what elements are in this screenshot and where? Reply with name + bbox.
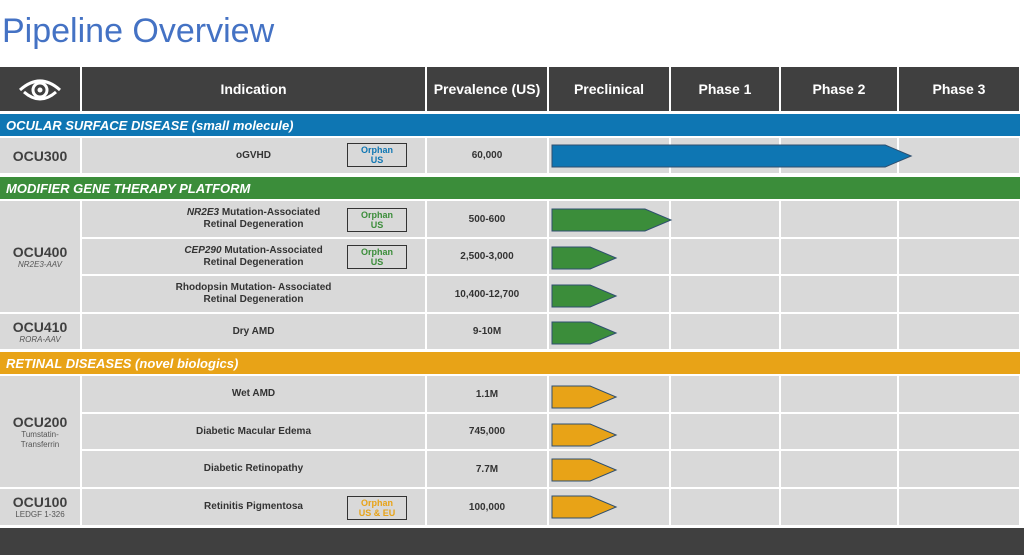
phase-cell bbox=[899, 239, 1021, 276]
indication-label: Wet AMD bbox=[231, 388, 276, 399]
phase-cell bbox=[549, 239, 671, 276]
phase-cell bbox=[899, 451, 1021, 489]
product-subtitle: RORA-AAV bbox=[19, 334, 61, 344]
phase-cell bbox=[671, 489, 781, 527]
phase-cell bbox=[549, 201, 671, 239]
section-retinal: RETINAL DISEASES (novel biologics) bbox=[0, 352, 1020, 374]
prevalence-nr2e3: 500-600 bbox=[427, 201, 549, 239]
indication-dryamd bbox=[82, 314, 427, 351]
prevalence-dr: 7.7M bbox=[427, 451, 549, 489]
phase-cell bbox=[549, 276, 671, 314]
badge-line: Orphan bbox=[360, 210, 393, 220]
header-phase-3: Phase 3 bbox=[899, 67, 1021, 111]
header-prevalence: Prevalence (US) bbox=[427, 67, 549, 111]
product-subtitle: Tumstatin- bbox=[21, 429, 59, 439]
indication-label: Retinal Degeneration bbox=[203, 219, 304, 230]
logo-cell bbox=[0, 67, 82, 111]
phase-cell bbox=[549, 489, 671, 527]
phase-cell bbox=[671, 376, 781, 414]
phase-cell bbox=[781, 376, 899, 414]
phase-cell bbox=[549, 138, 671, 175]
product-name: OCU300 bbox=[12, 147, 68, 164]
orphan-badge bbox=[347, 496, 407, 520]
phase-cell bbox=[781, 314, 899, 351]
badge-line: Orphan bbox=[360, 498, 393, 508]
badge-line: US & EU bbox=[358, 508, 396, 518]
indication-label: Mutation-Associated bbox=[221, 244, 323, 256]
badge-line: Orphan bbox=[360, 247, 393, 257]
phase-cell bbox=[549, 376, 671, 414]
page-title: Pipeline Overview bbox=[2, 12, 275, 50]
phase-cell bbox=[899, 314, 1021, 351]
phase-cell bbox=[781, 201, 899, 239]
indication-label: Retinal Degeneration bbox=[203, 256, 304, 268]
phase-cell bbox=[549, 414, 671, 451]
phase-cell bbox=[899, 138, 1021, 175]
indication-wetamd bbox=[82, 376, 427, 414]
header-phase-2: Phase 2 bbox=[781, 67, 899, 111]
product-ocu200 bbox=[0, 376, 82, 489]
indication-dme bbox=[82, 414, 427, 451]
indication-label: Retinal Degeneration bbox=[203, 294, 304, 305]
product-ocu410 bbox=[0, 314, 82, 351]
product-ocu400 bbox=[0, 201, 82, 314]
product-subtitle: NR2E3-AAV bbox=[17, 259, 63, 269]
phase-cell bbox=[671, 314, 781, 351]
phase-cell bbox=[899, 489, 1021, 527]
indication-rhodopsin bbox=[82, 276, 427, 314]
indication-label: Retinitis Pigmentosa bbox=[204, 501, 303, 512]
orphan-badge bbox=[347, 245, 407, 269]
eye-icon bbox=[16, 72, 64, 106]
indication-label: Rhodopsin Mutation- Associated bbox=[175, 282, 332, 293]
indication-label: Dry AMD bbox=[232, 325, 275, 337]
indication-label: Mutation-Associated bbox=[219, 207, 321, 218]
product-name: OCU410 bbox=[12, 318, 68, 335]
phase-cell bbox=[549, 451, 671, 489]
phase-cell bbox=[671, 239, 781, 276]
indication-label: Diabetic Macular Edema bbox=[195, 425, 312, 437]
phase-cell bbox=[671, 138, 781, 175]
product-ocu300 bbox=[0, 138, 82, 175]
gene-name: NR2E3 bbox=[186, 207, 220, 218]
badge-line: Orphan bbox=[360, 145, 393, 155]
phase-cell bbox=[671, 451, 781, 489]
phase-cell bbox=[899, 414, 1021, 451]
badge-line: US bbox=[370, 220, 384, 230]
indication-label: Diabetic Retinopathy bbox=[203, 463, 304, 474]
orphan-badge bbox=[347, 208, 407, 232]
phase-cell bbox=[899, 276, 1021, 314]
phase-cell bbox=[671, 414, 781, 451]
prevalence-rp: 100,000 bbox=[427, 489, 549, 527]
section-ocular: OCULAR SURFACE DISEASE (small molecule) bbox=[0, 114, 1020, 136]
indication-label: oGVHD bbox=[236, 149, 271, 161]
phase-cell bbox=[899, 376, 1021, 414]
phase-cell bbox=[781, 276, 899, 314]
indication-dr bbox=[82, 451, 427, 489]
product-ocu100 bbox=[0, 489, 82, 527]
product-subtitle: LEDGF 1-326 bbox=[15, 510, 65, 519]
phase-cell bbox=[781, 138, 899, 175]
header-preclinical: Preclinical bbox=[549, 67, 671, 111]
gene-name: CEP290 bbox=[184, 244, 222, 256]
section-modifier: MODIFIER GENE THERAPY PLATFORM bbox=[0, 177, 1020, 199]
product-name: OCU100 bbox=[12, 494, 68, 510]
phase-cell bbox=[781, 451, 899, 489]
header-phase-1: Phase 1 bbox=[671, 67, 781, 111]
product-subtitle: Transferrin bbox=[20, 439, 60, 449]
product-name: OCU400 bbox=[12, 243, 68, 260]
prevalence-cep290: 2,500-3,000 bbox=[427, 239, 549, 276]
footer-bar bbox=[0, 528, 1024, 555]
badge-line: US bbox=[370, 155, 384, 165]
phase-cell bbox=[671, 201, 781, 239]
prevalence-dme: 745,000 bbox=[427, 414, 549, 451]
badge-line: US bbox=[370, 257, 384, 267]
product-name: OCU200 bbox=[12, 413, 68, 430]
phase-cell bbox=[899, 201, 1021, 239]
phase-cell bbox=[671, 276, 781, 314]
header-indication: Indication bbox=[82, 67, 427, 111]
prevalence-wetamd: 1.1M bbox=[427, 376, 549, 414]
prevalence-rhodopsin: 10,400-12,700 bbox=[427, 276, 549, 314]
phase-cell bbox=[781, 414, 899, 451]
prevalence-dryamd: 9-10M bbox=[427, 314, 549, 351]
phase-cell bbox=[781, 239, 899, 276]
orphan-badge bbox=[347, 143, 407, 167]
phase-cell bbox=[781, 489, 899, 527]
prevalence-ogvhd: 60,000 bbox=[427, 138, 549, 175]
phase-cell bbox=[549, 314, 671, 351]
